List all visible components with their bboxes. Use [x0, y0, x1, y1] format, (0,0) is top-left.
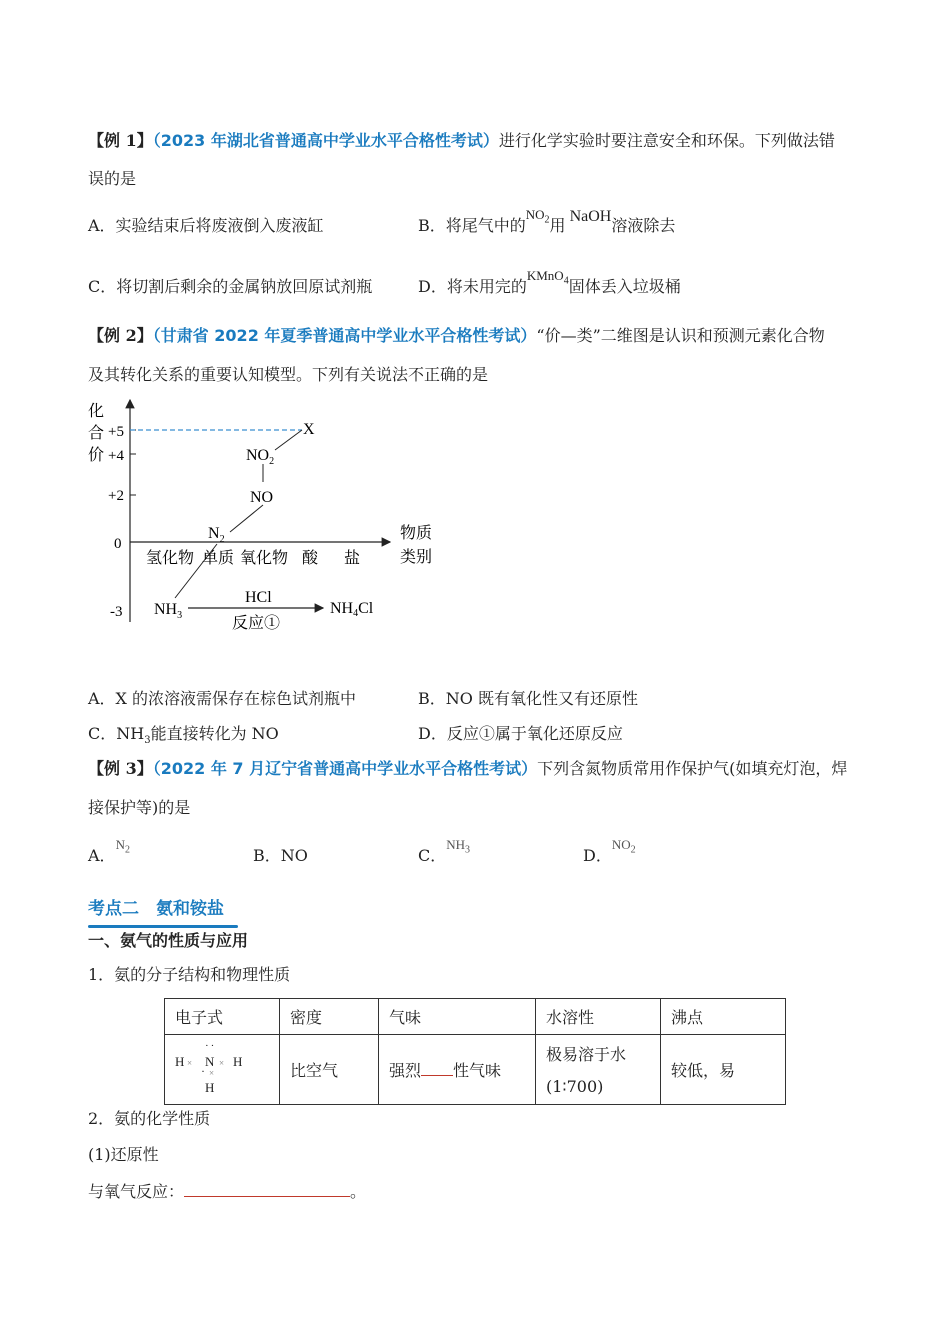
category-oxide: 氧化物 — [240, 548, 289, 567]
item-1-heading: 1．氨的分子结构和物理性质 — [88, 965, 291, 984]
header-density: 密度 — [280, 999, 379, 1035]
formula-kmno4: KMnO4 — [526, 268, 569, 287]
header-boiling-point: 沸点 — [661, 999, 786, 1035]
example-2-option-d: D．反应①属于氧化还原反应 — [418, 724, 623, 743]
species-nh4cl: NH4Cl — [330, 600, 374, 619]
category-salt: 盐 — [344, 548, 361, 567]
example-3-stem-2: 接保护等)的是 — [88, 798, 191, 817]
example-3-label: 【例 3】 — [88, 759, 153, 778]
cell-solubility: 极易溶于水 (1∶700) — [536, 1035, 661, 1105]
cell-boiling-point: 较低，易 — [661, 1035, 786, 1105]
example-1-line-1 — [88, 130, 835, 152]
odor-blank[interactable] — [421, 1059, 453, 1076]
formula-no2-d: NO2 — [611, 837, 636, 856]
link-no2-x — [275, 430, 302, 450]
tick-label-minus3: -3 — [110, 604, 123, 620]
subsection-heading: 一、氨气的性质与应用 — [88, 931, 249, 950]
example-3-option-a: A．$^{N_2}$ — [88, 837, 130, 865]
example-1-option-c: C．将切割后剩余的金属钠放回原试剂瓶 — [88, 277, 373, 296]
arrow-label-hcl: HCl — [245, 589, 272, 606]
example-3-stem-1: 下列含氮物质常用作保护气(如填充灯泡，焊 — [537, 759, 848, 778]
tick-label-plus2: +2 — [108, 488, 124, 504]
example-2-option-c: C．$NH_3$能直接转化为 NO — [88, 724, 279, 747]
formula-nh3: NH3 — [446, 837, 471, 856]
example-1-label: 【例 1】 — [88, 131, 153, 150]
species-no2: $NO_2$ — [246, 447, 275, 467]
formula-no2: NO2 — [525, 207, 550, 226]
ammonia-properties-table — [164, 998, 786, 1105]
example-2-option-b: B．NO 既有氧化性又有还原性 — [418, 689, 638, 708]
example-1-stem-1: 进行化学实验时要注意安全和环保。下列做法错 — [498, 131, 835, 150]
example-3-source: （2022 年 7 月辽宁省普通高中学业水平合格性考试） — [152, 759, 538, 778]
item-2-1-heading: (1)还原性 — [88, 1145, 159, 1164]
category-element: 单质 — [202, 548, 235, 567]
example-2-stem-2: 及其转化关系的重要认知模型。下列有关说法不正确的是 — [88, 365, 489, 384]
oxygen-reaction-blank[interactable] — [184, 1180, 350, 1197]
oxygen-reaction-line: 与氧气反应： 。 — [88, 1182, 367, 1201]
header-odor: 气味 — [379, 999, 536, 1035]
species-n2: $N_2$ — [208, 525, 225, 545]
example-2-line-1 — [88, 325, 825, 347]
electron-formula-nh3: H × ·· N × H · × H — [175, 1039, 243, 1095]
header-solubility: 水溶性 — [536, 999, 661, 1035]
example-2-stem-1: “价—类”二维图是认识和预测元素化合物 — [536, 326, 825, 345]
example-2-option-a: A．X 的浓溶液需保存在棕色试剂瓶中 — [88, 689, 357, 708]
y-axis-label-2: 合 — [88, 423, 105, 442]
cell-odor: 强烈 性气味 — [379, 1035, 536, 1105]
cell-electron-formula — [165, 1035, 280, 1105]
species-no: NO — [250, 489, 274, 506]
item-2-heading: 2．氨的化学性质 — [88, 1109, 211, 1128]
cell-density: 比空气 — [280, 1035, 379, 1105]
example-3-option-c: C．$^{NH_3}$ — [418, 837, 471, 865]
example-1-option-b: B．将尾气中的$^{NO_2}$用 NaOH溶液除去 — [418, 207, 676, 235]
table-data-row — [165, 1035, 786, 1105]
example-1-option-a: A．实验结束后将废液倒入废液缸 — [88, 216, 324, 235]
example-1-option-d: D．将未用完的$^{KMnO_4}$固体丢入垃圾桶 — [418, 268, 681, 296]
y-axis-label-3: 价 — [88, 445, 105, 464]
example-3-option-b: B．NO — [253, 846, 308, 865]
table-header-row — [165, 999, 786, 1035]
valence-class-diagram — [80, 392, 460, 652]
formula-naoh: NaOH — [569, 208, 612, 225]
tick-label-plus5: +5 — [108, 424, 124, 440]
category-hydride: 氢化物 — [146, 548, 195, 567]
example-3-line-1 — [88, 758, 847, 780]
example-3-option-d: D．$^{NO_2}$ — [583, 837, 636, 865]
example-1-stem-2: 误的是 — [88, 169, 137, 188]
x-axis-label-2: 类别 — [400, 547, 433, 566]
tick-label-plus4: +4 — [108, 448, 124, 464]
x-axis-label-1: 物质 — [400, 523, 433, 542]
tick-label-zero: 0 — [114, 536, 122, 552]
example-1-source: （2023 年湖北省普通高中学业水平合格性考试） — [152, 131, 499, 150]
y-axis-label-1: 化 — [88, 401, 105, 420]
category-acid: 酸 — [302, 548, 319, 567]
formula-n2: N2 — [115, 837, 130, 856]
species-nh3: $NH_3$ — [154, 601, 183, 621]
example-2-source: （甘肃省 2022 年夏季普通高中学业水平合格性考试） — [152, 326, 537, 345]
example-2-label: 【例 2】 — [88, 326, 153, 345]
arrow-label-reaction: 反应① — [232, 613, 281, 632]
section-underline — [88, 925, 238, 928]
header-electron-formula: 电子式 — [165, 999, 280, 1035]
section-title: 考点二 氨和铵盐 — [88, 899, 224, 919]
link-n2-no — [230, 505, 263, 532]
species-x: X — [303, 421, 315, 438]
